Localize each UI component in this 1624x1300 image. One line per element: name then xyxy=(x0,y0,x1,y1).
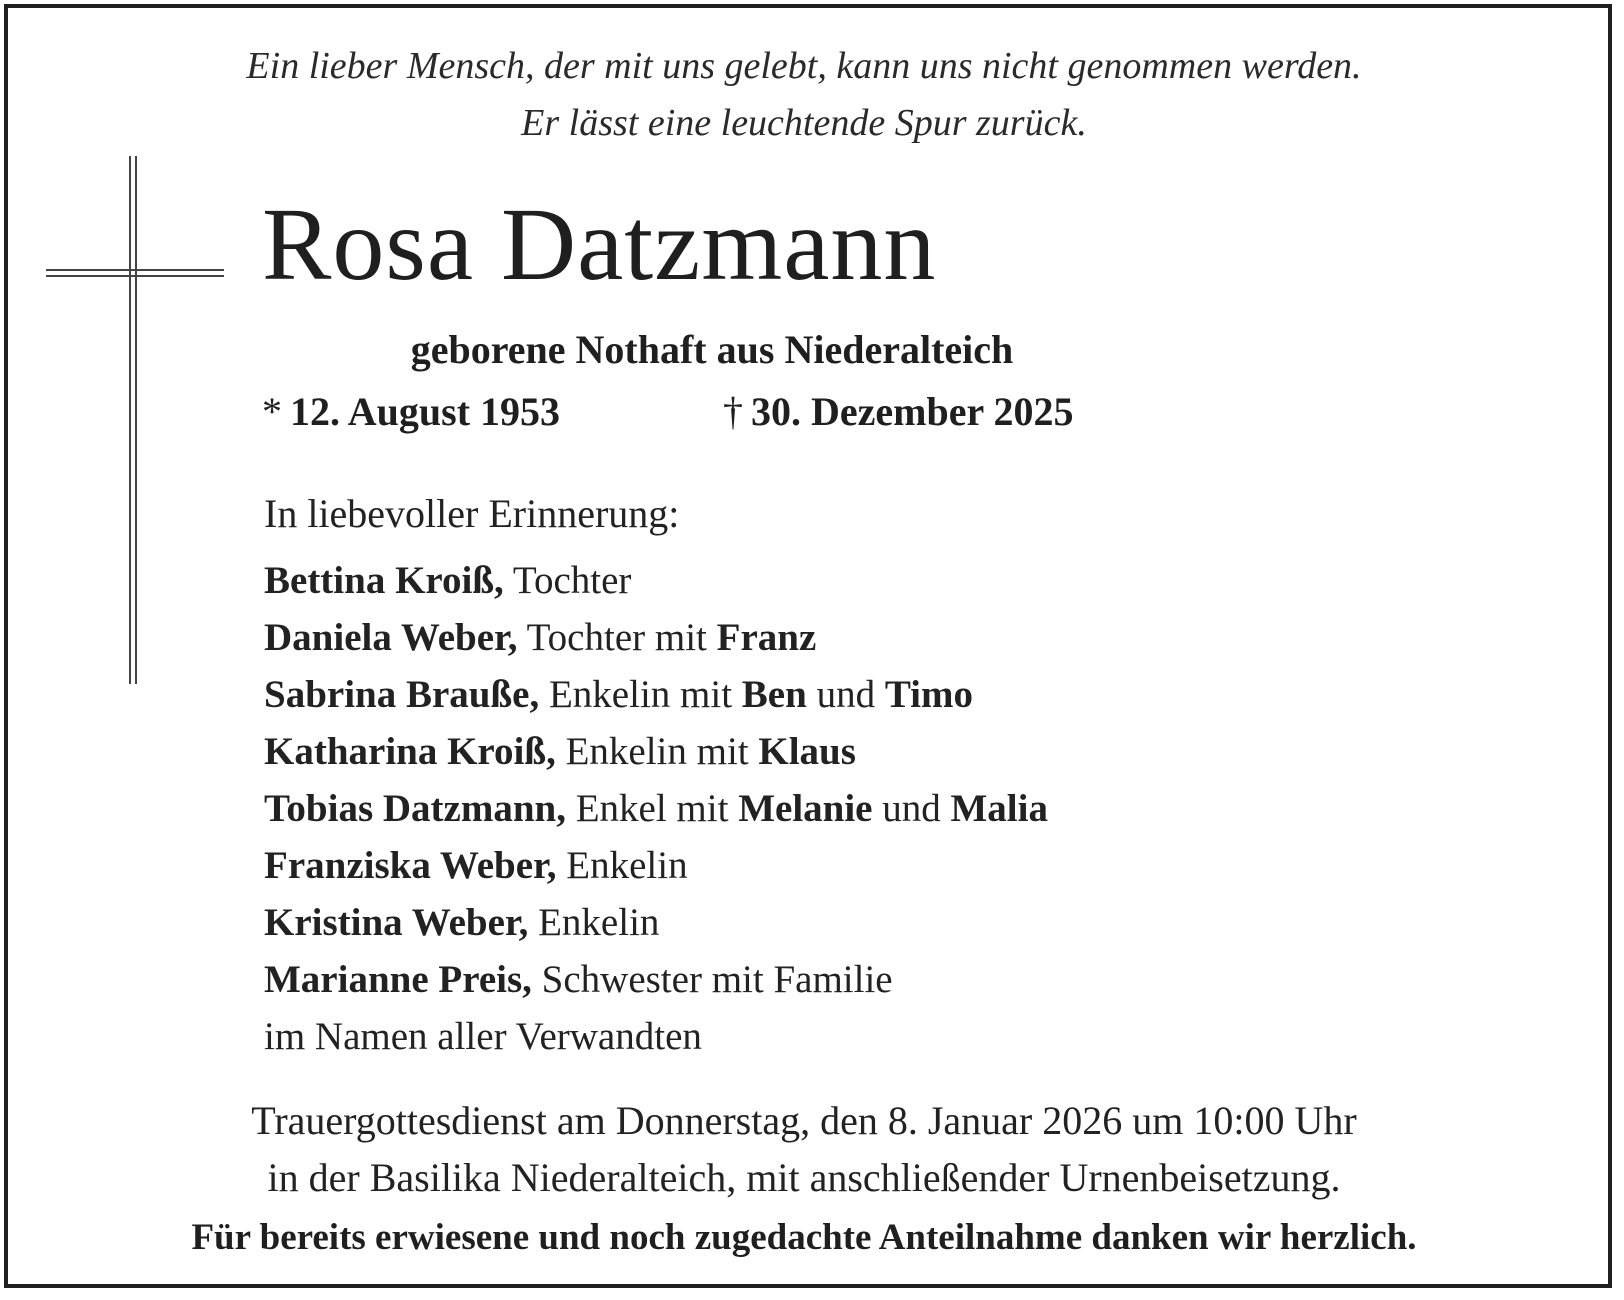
mourner-item xyxy=(264,951,1048,1008)
birth-date xyxy=(262,389,561,434)
mourner-name: Franziska Weber, xyxy=(264,844,557,887)
mourner-relation: Tochter xyxy=(503,559,632,602)
mourner-name: Tobias Datzmann, xyxy=(264,787,566,830)
mourner-relation: Tochter mit xyxy=(517,616,717,659)
mourner-item xyxy=(264,723,1048,780)
mourner-relation: im Namen aller Verwandten xyxy=(264,1015,702,1058)
mourner-relation: Enkelin mit xyxy=(555,730,759,773)
mourner-name: Franz xyxy=(716,616,817,659)
service-line-1: Trauergottesdienst am Donnerstag, den 8. Januar 2026 um 10:00 Uhr xyxy=(251,1098,1357,1143)
mourner-name: Ben xyxy=(741,673,807,716)
deceased-name: Rosa Datzmann xyxy=(262,187,937,302)
birth-star-icon: * xyxy=(262,389,282,434)
mourner-name: Marianne Preis, xyxy=(264,958,532,1001)
birth-date-text: 12. August 1953 xyxy=(290,389,561,434)
mourner-list xyxy=(264,552,1048,1065)
mourner-item xyxy=(264,894,1048,951)
mourner-relation: Enkelin mit xyxy=(539,673,742,716)
death-date-text: 30. Dezember 2025 xyxy=(751,389,1074,434)
mourner-name: Katharina Kroiß, xyxy=(264,730,556,773)
mourner-relation: Enkel mit xyxy=(565,787,739,830)
death-cross-icon: † xyxy=(723,389,743,434)
mourner-item xyxy=(264,609,1048,666)
mourner-relation: und xyxy=(806,673,885,716)
quote-line-1: Ein lieber Mensch, der mit uns gelebt, kann uns nicht genommen werden. xyxy=(246,45,1362,87)
death-date xyxy=(723,389,1074,434)
mourner-relation: Enkelin xyxy=(528,901,660,944)
mourner-name: Bettina Kroiß, xyxy=(264,559,504,602)
service-line-2: in der Basilika Niederalteich, mit anschließender Urnenbeisetzung. xyxy=(267,1155,1341,1200)
mourner-item xyxy=(264,1008,1048,1065)
mourner-name: Sabrina Brauße, xyxy=(264,673,540,716)
birth-name-origin: geborene Nothaft aus Niederalteich xyxy=(410,327,1014,372)
portrait-photo xyxy=(1100,135,1620,875)
mourner-relation: Schwester mit Familie xyxy=(531,958,893,1001)
mourner-name: Kristina Weber, xyxy=(264,901,529,944)
thanks-note: Für bereits erwiesene und noch zugedachte Anteilnahme danken wir herzlich. xyxy=(191,1217,1417,1258)
mourner-name: Timo xyxy=(884,673,973,716)
quote-line-2: Er lässt eine leuchtende Spur zurück. xyxy=(521,102,1087,144)
mourner-name: Klaus xyxy=(758,730,856,773)
mourner-item xyxy=(264,666,1048,723)
mourner-relation: Enkelin xyxy=(556,844,688,887)
memory-heading: In liebevoller Erinnerung: xyxy=(264,491,680,536)
mourner-name: Malia xyxy=(950,787,1048,830)
mourner-item xyxy=(264,552,1048,609)
mourner-relation: und xyxy=(872,787,951,830)
cross-icon xyxy=(42,150,222,690)
mourner-name: Melanie xyxy=(738,787,873,830)
mourner-name: Daniela Weber, xyxy=(264,616,518,659)
mourner-item xyxy=(264,837,1048,894)
mourner-item xyxy=(264,780,1048,837)
